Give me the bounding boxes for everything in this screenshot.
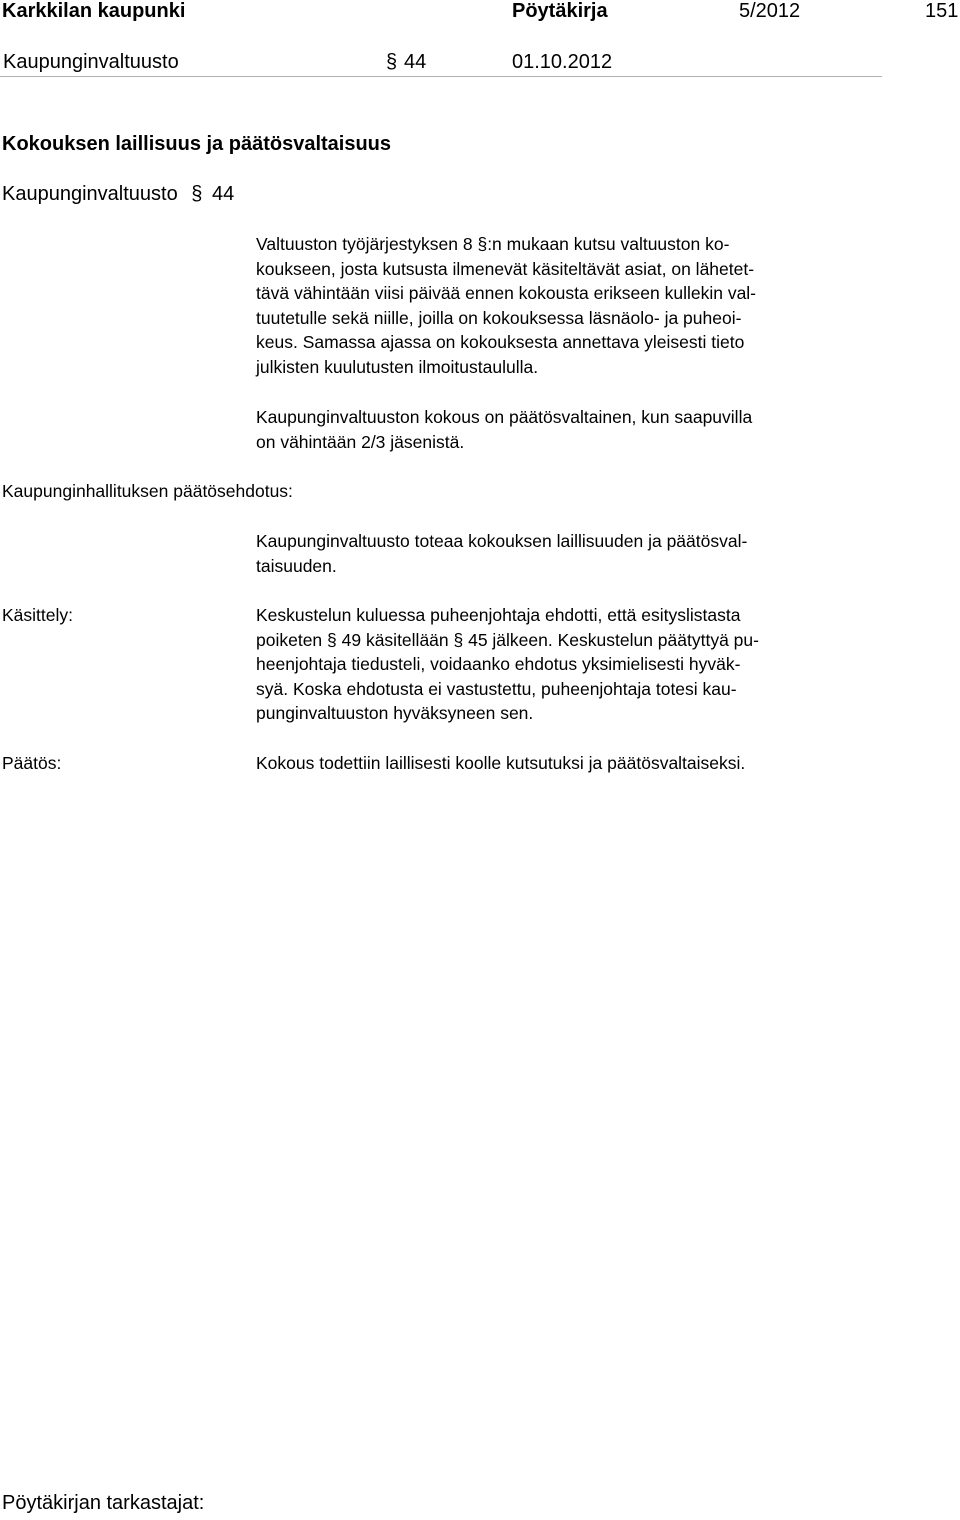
text-line: punginvaltuuston hyväksyneen sen. [256,703,534,724]
page-number: 151 [925,0,959,22]
item-ref-body: Kaupunginvaltuusto [2,183,178,205]
text-line: julkisten kuulutusten ilmoitustaululla. [256,356,539,377]
meeting-date: 01.10.2012 [512,51,613,73]
organization-name: Karkkilan kaupunki [2,0,186,22]
item-ref-symbol: § [191,183,203,205]
proposal-paragraph [256,529,906,578]
text-line: Valtuuston työjärjestyksen 8 §:n mukaan kutsu valtuuston ko- [256,234,730,254]
text-line: taisuuden. [256,555,337,576]
item-reference [2,183,234,206]
text-line: syä. Koska ehdotusta ei vastustettu, puheenjohtaja totesi kau- [256,678,737,699]
section-symbol: § [386,51,398,73]
document-type: Pöytäkirja [512,0,608,22]
decision-paragraph [256,751,906,776]
text-line: Kokous todettiin laillisesti koolle kutsutuksi ja päätösvaltaiseksi. [256,753,746,773]
text-line: Kaupunginvaltuuston kokous on päätösvaltainen, kun saapuvilla [256,407,753,427]
text-line: Keskustelun kuluessa puheenjohtaja ehdotti, että esityslistasta [256,605,741,625]
text-line: poiketen § 49 käsitellään § 45 jälkeen. Keskustelun päätyttyä pu- [256,629,759,650]
issue-number: 5/2012 [739,0,801,22]
handling-paragraph [256,603,906,726]
section-number: 44 [404,51,427,73]
reviewers-label: Pöytäkirjan tarkastajat: [2,1492,205,1514]
text-line: koukseen, josta kutsusta ilmenevät käsiteltävät asiat, on lähetet- [256,258,755,279]
text-line: Kaupunginvaltuusto toteaa kokouksen laillisuuden ja päätösval- [256,531,748,551]
proposal-label: Kaupunginhallituksen päätösehdotus: [2,481,293,501]
text-line: keus. Samassa ajassa on kokouksesta annettava yleisesti tieto [256,332,745,353]
text-line: tuutetulle sekä niille, joilla on kokouksessa läsnäolo- ja puheoi- [256,307,742,328]
item-ref-section: 44 [211,183,235,205]
meeting-body: Kaupunginvaltuusto [3,51,179,73]
quorum-paragraph [256,405,906,454]
text-line: tävä vähintään viisi päivää ennen kokousta erikseen kullekin val- [256,283,757,304]
text-line: heenjohtaja tiedusteli, voidaanko ehdotus yksimielisesti hyväk- [256,654,741,675]
item-title: Kokouksen laillisuus ja päätösvaltaisuus [2,133,392,155]
text-line: on vähintään 2/3 jäsenistä. [256,431,465,452]
handling-label: Käsittely: [2,605,73,625]
header-rule [0,76,882,77]
background-paragraph [256,232,906,380]
decision-label: Päätös: [2,753,62,773]
